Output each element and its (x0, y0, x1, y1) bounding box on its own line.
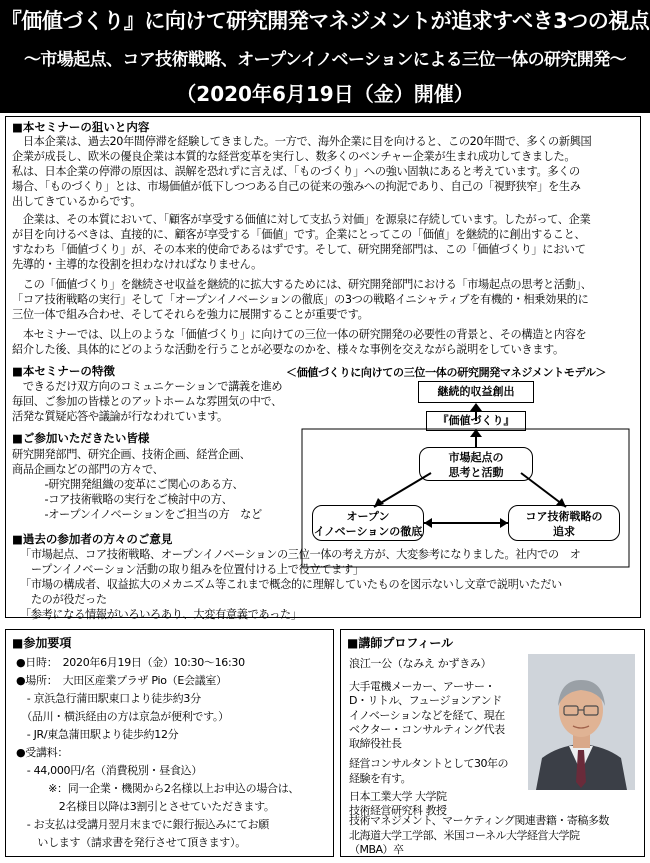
participation-details-box (5, 629, 334, 857)
venue-line: ●場所： 大田区産業プラザ Pio（E会議室） (16, 674, 227, 687)
text-line: 「市場起点、コア技術戦略、オープンイノベーションの三位一体の考え方が、大変参考になりました。社内での オ (20, 548, 581, 561)
discount-note: ※：同一企業・機関から2名様以上お申込の場合は、 (16, 782, 300, 795)
features-heading: ■本セミナーの特徴 (12, 364, 115, 378)
text-line: 私は、日本企業の停滞の原因は、誤解を恐れずに言えば、「ものづくり」への強い固執にあると考えています。多くの (12, 165, 580, 178)
features-text (12, 379, 282, 424)
page-title: 『価値づくり』に向けて研究開発マネジメントが追求すべき3つの視点 (0, 9, 650, 33)
page-subtitle: ～市場起点、コア技術戦略、オープンイノベーションによる三位一体の研究開発～ (23, 50, 627, 70)
text-line: 企業は、その本質において、「顧客が享受する価値に対して支払う対価」を源泉に存続しています。したがって、企業 (12, 213, 591, 226)
payment-note: - お支払は受講月翌月末までに銀行振込みにてお願 (16, 818, 269, 831)
header-banner (0, 0, 650, 113)
text-line: -コア技術戦略の実行をご検討中の方、 (12, 493, 233, 506)
text-line: -オープンイノベーションをご担当の方 など (12, 508, 262, 521)
box-line: オープン (346, 510, 390, 523)
aim-paragraph-1 (12, 134, 591, 209)
audience-heading: ■ご参加いただきたい皆様 (12, 431, 150, 445)
text-line: 活発な質疑応答や議論が行なわれています。 (12, 410, 228, 423)
seminar-overview-box (5, 116, 641, 621)
lecturer-heading: ■講師プロフィール (347, 636, 454, 650)
access-note: （品川・横浜経由の方は京急が便利です。） (16, 710, 229, 723)
text-line: 場合、「ものづくり」とは、市場価値が低下しつつある自己の従来の強みへの拘泥であり、自己の「視野狭窄」を生み (12, 180, 581, 193)
arrowhead-open-core-left (424, 518, 432, 528)
bio-line: ベクター・コンサルティング代表 (349, 722, 505, 736)
text-line: 「参考になる情報がいろいろあり、大変有意義であった」 (20, 608, 302, 621)
bio-line: 技術マネジメント、マーケティング関連書籍・寄稿多数 (349, 814, 609, 827)
arrowhead-open-core-right (500, 518, 508, 528)
aim-paragraph-2 (12, 212, 590, 272)
fee-label: ●受講料： (16, 746, 69, 759)
text-line: この「価値づくり」を継続させ収益を継続的に拡大するためには、研究開発部門における「市場起点の思考と活動」、 (12, 278, 592, 291)
text-line: が目を向けるべきは、直接的に、顧客が享受する「価値」です。企業にとってこの「価値」を継続的に創出すること、 (12, 228, 586, 241)
text-line: 先導的・主導的な役割を担わなければなりません。 (12, 258, 262, 271)
text-line: 「コア技術戦略の実行」そして「オープンイノベーションの徹底」の3つの戦略イニシャティブを有機的・相乗効果的に (12, 293, 589, 306)
bio-line: 北海道大学工学部、米国コーネル大学経営大学院 (349, 828, 580, 842)
voices-heading: ■過去の参加者の方々のご意見 (12, 532, 173, 546)
aim-paragraph-3 (12, 277, 592, 322)
fee-line: - 44,000円/名（消費税別・昼食込） (16, 764, 203, 777)
bio-line: 取締役社長 (349, 737, 402, 751)
payment-note: いします（請求書を発行させて頂きます）。 (16, 836, 246, 849)
access-line: - JR/東急蒲田駅より徒歩約12分 (16, 728, 179, 741)
bio-line: 日本工業大学 大学院 (349, 790, 447, 804)
text-line: 日本企業は、過去20年間停滞を経験してきました。一方で、海外企業に目を向けると、この20年間で、多くの新興国 (12, 135, 592, 148)
aim-heading: ■本セミナーの狙いと内容 (12, 120, 150, 134)
diagram-caption: ＜価値づくりに向けての三位一体の研究開発マネジメントモデル＞ (286, 366, 607, 379)
box-value-creation: 『価値づくり』 (426, 411, 526, 431)
lecturer-name: 浪江一公（なみえ かずきみ） (349, 657, 492, 670)
text-line: できるだけ双方向のコミュニケーションで講義を進め (12, 380, 283, 393)
text-line: ープンイノベーション活動の取り組みを位置付ける上で役立てます」 (20, 563, 364, 576)
lecturer-profile-box (340, 629, 645, 857)
discount-note: 2名様目以降は3割引とさせていただきます。 (16, 800, 275, 813)
management-model-diagram (286, 365, 641, 570)
text-line: 商品企画などの部門の方々で、 (12, 463, 164, 476)
box-line: イノベーションの徹底 (313, 525, 423, 538)
arrow-head-top (470, 403, 482, 411)
box-open-innovation (312, 505, 424, 541)
box-line: 市場起点の (448, 451, 504, 464)
text-line: たのが役だった (20, 593, 107, 606)
text-line: 本セミナーでは、以上のような「価値づくり」に向けての三位一体の研究開発の必要性の背景と、その構造と内容を (12, 328, 587, 341)
text-line: 三位一体で組み合わせ、そしてそれらを強力に展開することが重要です。 (12, 308, 369, 321)
date-line: ●日時： 2020年6月19日（金）10:30～16:30 (16, 656, 245, 669)
participation-text (16, 654, 299, 852)
text-line: 毎回、ご参加の皆様とのアットホームな雰囲気の中で、 (12, 395, 282, 408)
text-line: 企業が成長し、欧米の優良企業は本質的な経営変革を実行し、数多くのベンチャー企業が生まれ成功してきました。 (12, 150, 576, 163)
bio-line: 技術経営研究科 教授 (349, 804, 447, 818)
bio-line: 経験を有す。 (349, 771, 412, 785)
text-line: 「市場の構成者、収益拡大のメカニズム等これまで概念的に理解していたものを図示ないし文章で説明いただい (20, 578, 562, 591)
lecturer-bio (349, 680, 508, 819)
lecturer-bio-wide (349, 814, 609, 858)
bio-line: イノベーションなどを経て、現在 (349, 708, 505, 722)
text-line: すなわち「価値づくり」が、その本来的使命であるはずです。そして、研究開発部門は、この「価値づくり」において (12, 243, 586, 256)
event-date: （2020年6月19日（金）開催） (176, 82, 474, 106)
box-continuous-revenue: 継続的収益創出 (418, 381, 534, 403)
text-line: 研究開発部門、研究企画、技術企画、経営企画、 (12, 448, 251, 461)
aim-paragraph-4 (12, 327, 586, 357)
lecturer-photo (528, 654, 635, 790)
box-line: コア技術戦略の (525, 510, 603, 523)
audience-text (12, 447, 262, 522)
text-line: 出してきているからです。 (12, 195, 142, 208)
participation-heading: ■参加要項 (12, 636, 72, 650)
box-core-technology (508, 505, 620, 541)
text-line: -研究開発組織の変革にご関心のある方、 (12, 478, 244, 491)
bio-line: （MBA）卒 (349, 843, 404, 856)
box-line: 思考と活動 (448, 466, 504, 479)
box-line: 追求 (553, 525, 575, 538)
access-line: - 京浜急行蒲田駅東口より徒歩約3分 (16, 692, 201, 705)
text-line: 紹介した後、具体的にどのような活動を行うことが必要なのかを、様々な事例を交えながら説明をしていきます。 (12, 343, 564, 356)
portrait-illustration (528, 654, 635, 790)
bio-line: 経営コンサルタントとして30年の (349, 757, 509, 771)
bio-line: 大手電機メーカー、アーサー・ (349, 680, 496, 693)
bio-line: D・リトル、フュージョンアンド (349, 694, 502, 708)
box-market-driven (419, 447, 533, 481)
